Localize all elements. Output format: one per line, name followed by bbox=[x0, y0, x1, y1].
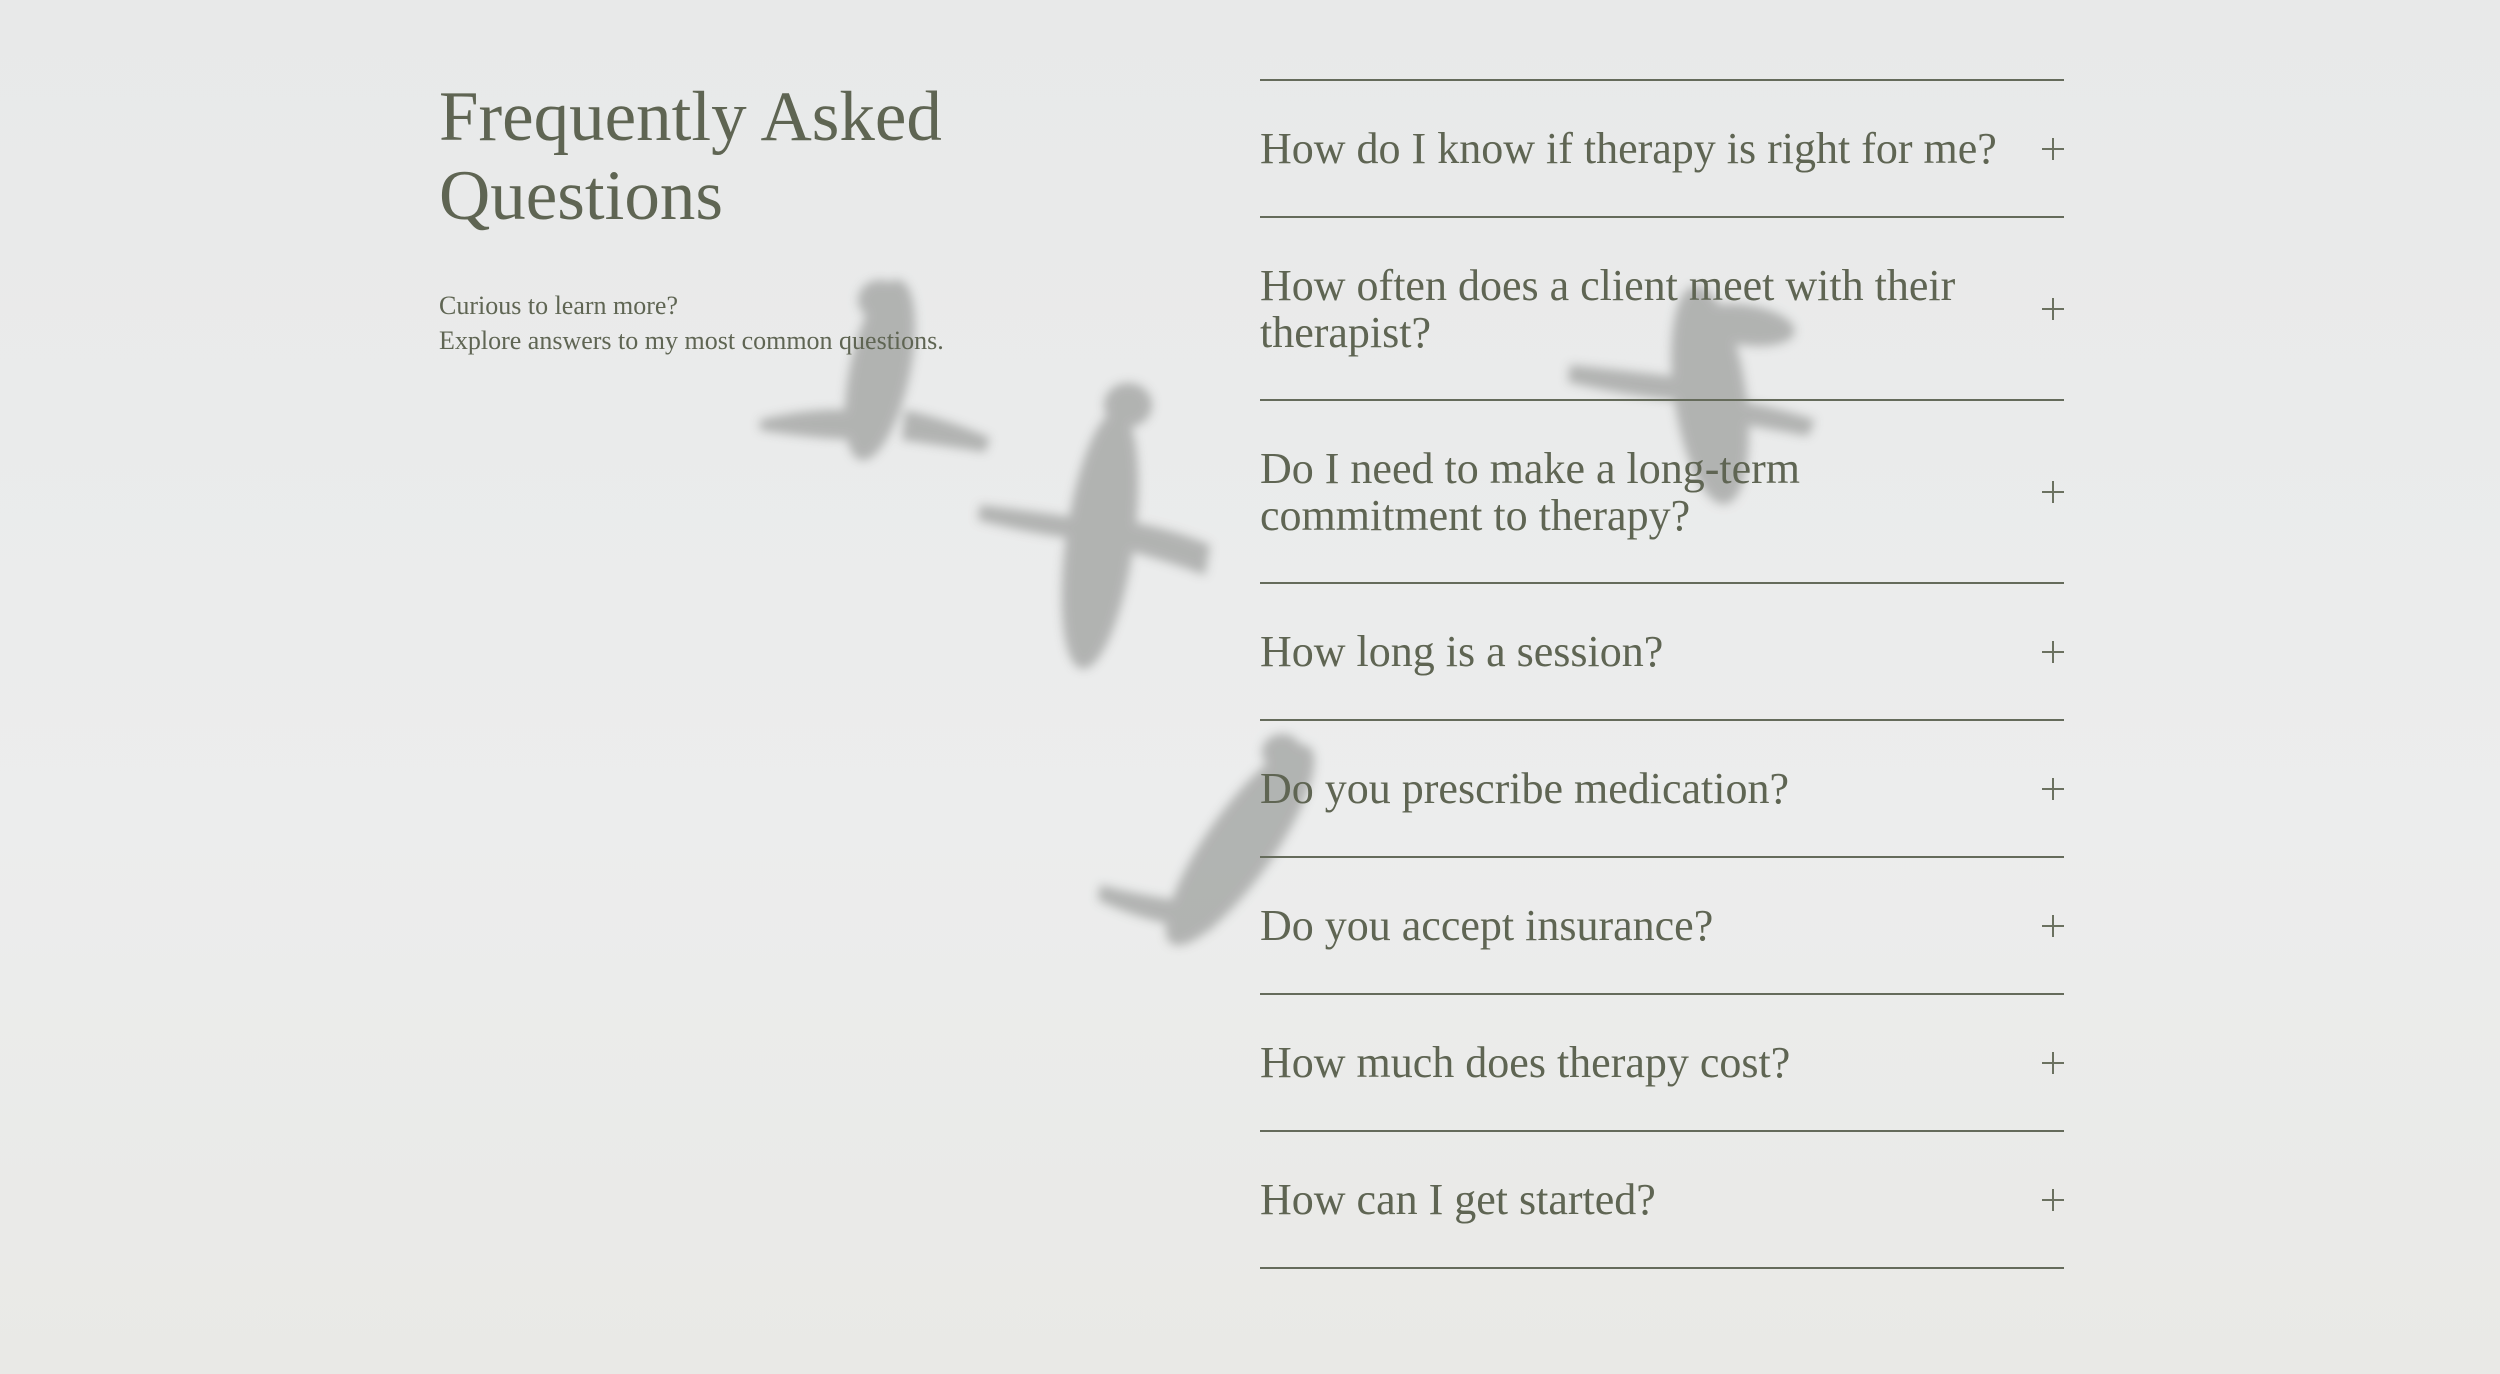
plus-icon[interactable] bbox=[2042, 481, 2064, 503]
faq-intro bbox=[439, 78, 1119, 358]
faq-item-therapy-right[interactable] bbox=[1260, 81, 2064, 218]
faq-question: How do I know if therapy is right for me? bbox=[1260, 124, 1997, 173]
faq-question: Do you prescribe medication? bbox=[1260, 764, 1790, 813]
plus-icon[interactable] bbox=[2042, 915, 2064, 937]
faq-item-meeting-frequency[interactable] bbox=[1260, 218, 2064, 401]
plus-icon[interactable] bbox=[2042, 298, 2064, 320]
plus-icon[interactable] bbox=[2042, 641, 2064, 663]
faq-question: Do you accept insurance? bbox=[1260, 901, 1714, 950]
faq-question: How often does a client meet with their therapist? bbox=[1260, 260, 1956, 357]
faq-item-session-length[interactable] bbox=[1260, 584, 2064, 721]
faq-question: How long is a session? bbox=[1260, 627, 1664, 676]
faq-question: How can I get started? bbox=[1260, 1175, 1656, 1224]
page-title-line: Frequently Asked bbox=[439, 78, 942, 156]
faq-accordion bbox=[1260, 79, 2064, 1269]
faq-item-insurance[interactable] bbox=[1260, 858, 2064, 995]
subtitle-line: Explore answers to my most common questions. bbox=[439, 326, 944, 355]
faq-item-long-term-commitment[interactable] bbox=[1260, 401, 2064, 584]
plus-icon[interactable] bbox=[2042, 1052, 2064, 1074]
plus-icon[interactable] bbox=[2042, 778, 2064, 800]
page-subtitle bbox=[439, 288, 1119, 358]
faq-item-cost[interactable] bbox=[1260, 995, 2064, 1132]
faq-question: How much does therapy cost? bbox=[1260, 1038, 1791, 1087]
plus-icon[interactable] bbox=[2042, 138, 2064, 160]
subtitle-line: Curious to learn more? bbox=[439, 291, 678, 320]
faq-item-get-started[interactable] bbox=[1260, 1132, 2064, 1269]
page-title bbox=[439, 78, 1119, 236]
page-title-line: Questions bbox=[439, 157, 723, 235]
faq-item-medication[interactable] bbox=[1260, 721, 2064, 858]
faq-question: Do I need to make a long-term commitment to therapy? bbox=[1260, 443, 1801, 540]
plus-icon[interactable] bbox=[2042, 1189, 2064, 1211]
